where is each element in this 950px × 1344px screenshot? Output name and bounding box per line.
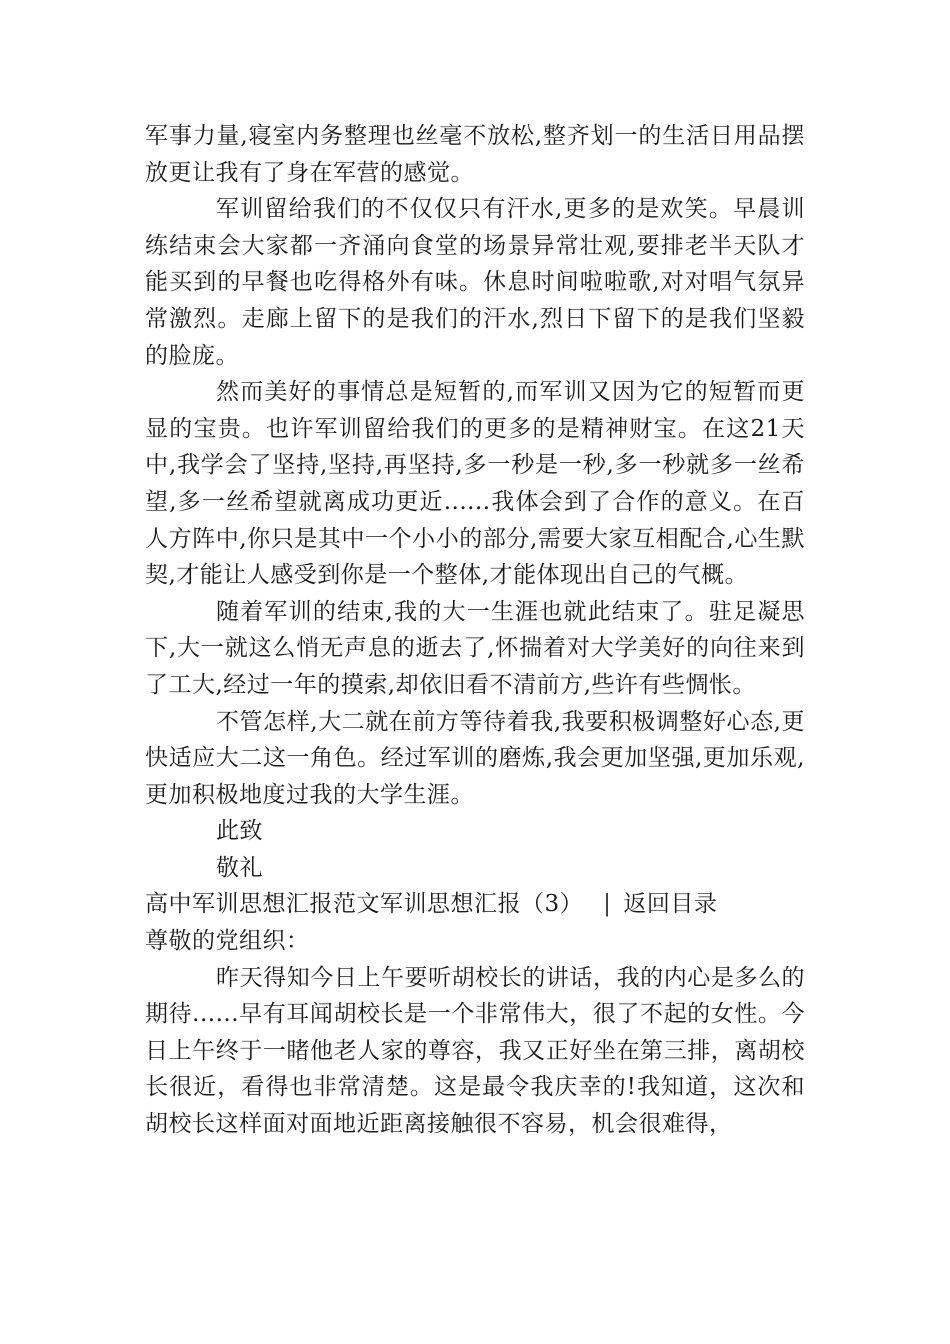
closing-salute: 敬礼 [216, 854, 263, 881]
document-page [145, 118, 805, 1143]
paragraph-5: 不管怎样,大二就在前方等待着我,我要积极调整好心态,更快适应大二这一角色。经过军训的磨炼,我会更加坚强,更加乐观,更加积极地度过我的大学生涯。 [145, 708, 805, 808]
closing-greeting: 此致 [216, 818, 263, 845]
paragraph-1: 军事力量,寝室内务整理也丝毫不放松,整齐划一的生活日用品摆放更让我有了身在军营的感觉。 [145, 123, 805, 186]
back-to-toc-link[interactable]: 返回目录 [623, 891, 718, 918]
section-title: 高中军训思想汇报范文军训思想汇报（3） [145, 891, 584, 918]
paragraph-2: 军训留给我们的不仅仅只有汗水,更多的是欢笑。早晨训练结束会大家都一齐涌向食堂的场景异常壮观,要排老半天队才能买到的早餐也吃得格外有味。休息时间啦啦歌,对对唱气氛异常激烈。走廊上留下的是我们的汗水,烈日下留下的是我们坚毅的脸庞。 [145, 196, 805, 369]
body-paragraph: 昨天得知今日上午要听胡校长的讲话，我的内心是多么的期待......早有耳闻胡校长是一个非常伟大，很了不起的女性。今日上午终于一睹他老人家的尊容，我又正好坐在第三排，离胡校长很近，看得也非常清楚。这是最令我庆幸的!我知道，这次和胡校长这样面对面地近距离接触很不容易，机会很难得， [145, 964, 805, 1138]
paragraph-4: 随着军训的结束,我的大一生涯也就此结束了。驻足凝思下,大一就这么悄无声息的逝去了,怀揣着对大学美好的向往来到了工大,经过一年的摸索,却依旧看不清前方,些许有些惆怅。 [145, 598, 805, 698]
heading-separator: | [603, 891, 612, 918]
section-heading [145, 886, 805, 923]
salutation: 尊敬的党组织： [145, 928, 310, 955]
paragraph-3: 然而美好的事情总是短暂的,而军训又因为它的短暂而更显的宝贵。也许军训留给我们的更多的是精神财宝。在这21天中,我学会了坚持,坚持,再坚持,多一秒是一秒,多一秒就多一丝希望,多一丝希望就离成功更近......我体会到了合作的意义。在百人方阵中,你只是其中一个小小的部分,需要大家互相配合,心生默契,才能让人感受到你是一个整体,才能体现出自己的气概。 [145, 379, 805, 589]
